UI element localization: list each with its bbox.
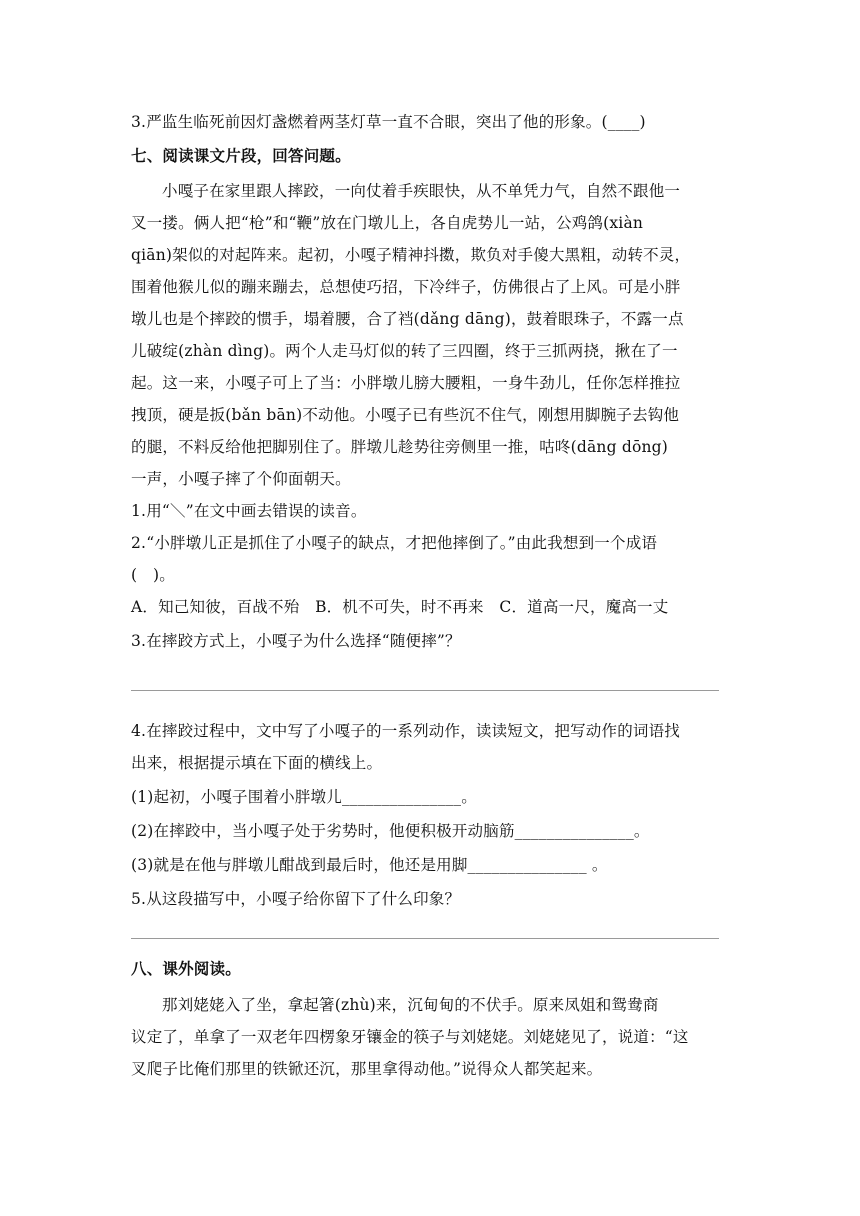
passage-line: 拽顶，硬是扳(bǎn bān)不动他。小嘎子已有些沉不住气，刚想用脚腕子去钩他 (131, 406, 680, 424)
question-7-5: 5.从这段描写中，小嘎子给你留下了什么印象？ (131, 890, 461, 908)
question-7-4: 4.在摔跤过程中，文中写了小嘎子的一系列动作，读读短文，把写动作的词语找 (131, 722, 680, 740)
question-7-2-blank[interactable]: ( )。 (131, 566, 175, 584)
question-7-4-sub3[interactable]: (3)就是在他与胖墩儿酣战到最后时，他还是用脚_______________ 。 (131, 856, 608, 874)
passage-line: qiān)架似的对起阵来。起初，小嘎子精神抖擞，欺负对手傻大黑粗，动转不灵， (131, 246, 691, 264)
question-7-4-cont: 出来，根据提示填在下面的横线上。 (131, 754, 383, 772)
passage-line: 一声，小嘎子摔了个仰面朝天。 (131, 470, 351, 488)
passage-line: 墩儿也是个摔跤的惯手，塌着腰，合了裆(dǎng dāng)，鼓着眼珠子，不露一点 (131, 310, 684, 328)
question-7-3: 3.在摔跤方式上，小嘎子为什么选择“随便摔”？ (131, 632, 461, 650)
passage-line: 起。这一来，小嘎子可上了当：小胖墩儿膀大腰粗，一身牛劲儿，任你怎样推拉 (131, 374, 681, 392)
passage-line: 围着他猴儿似的蹦来蹦去，总想使巧招，下冷绊子，仿佛很占了上风。可是小胖 (131, 278, 681, 296)
question-7-2: 2.“小胖墩儿正是抓住了小嘎子的缺点，才把他摔倒了。”由此我想到一个成语 (131, 534, 658, 552)
passage-line: 叉一搂。俩人把“枪”和“鞭”放在门墩儿上，各自虎势儿一站，公鸡鸽(xiàn (131, 214, 644, 232)
passage-line: 的腿，不料反给他把脚别住了。胖墩儿趁势往旁侧里一推，咕咚(dāng dōng) (131, 438, 669, 456)
question-7-2-options: A．知己知彼，百战不殆 B．机不可失，时不再来 C．道高一尺，魔高一丈 (131, 598, 669, 616)
answer-line-7-5[interactable] (131, 938, 719, 939)
question-6-3: 3.严监生临死前因灯盏燃着两茎灯草一直不合眼，突出了他的形象。(____) (131, 113, 646, 131)
passage-line: 那刘姥姥入了坐，拿起箸(zhù)来，沉甸甸的不伏手。原来凤姐和鸳鸯商 (162, 996, 659, 1014)
passage-line: 议定了，单拿了一双老年四楞象牙镶金的筷子与刘姥姥。刘姥姥见了，说道：“这 (131, 1028, 689, 1046)
question-7-1: 1.用“＼”在文中画去错误的读音。 (131, 502, 367, 520)
answer-line-7-3[interactable] (131, 690, 719, 691)
section-7-heading: 七、阅读课文片段，回答问题。 (131, 147, 351, 165)
passage-line: 儿破绽(zhàn dìng)。两个人走马灯似的转了三四圈，终于三抓两挠，揪在了一 (131, 342, 678, 360)
question-7-4-sub1[interactable]: (1)起初，小嘎子围着小胖墩儿_______________。 (131, 788, 477, 806)
passage-line: 叉爬子比俺们那里的铁锨还沉，那里拿得动他。”说得众人都笑起来。 (131, 1060, 603, 1078)
section-8-heading: 八、课外阅读。 (131, 960, 241, 978)
passage-line: 小嘎子在家里跟人摔跤，一向仗着手疾眼快，从不单凭力气，自然不跟他一 (162, 182, 681, 200)
question-7-4-sub2[interactable]: (2)在摔跤中，当小嘎子处于劣势时，他便积极开动脑筋_______________。 (131, 822, 650, 840)
